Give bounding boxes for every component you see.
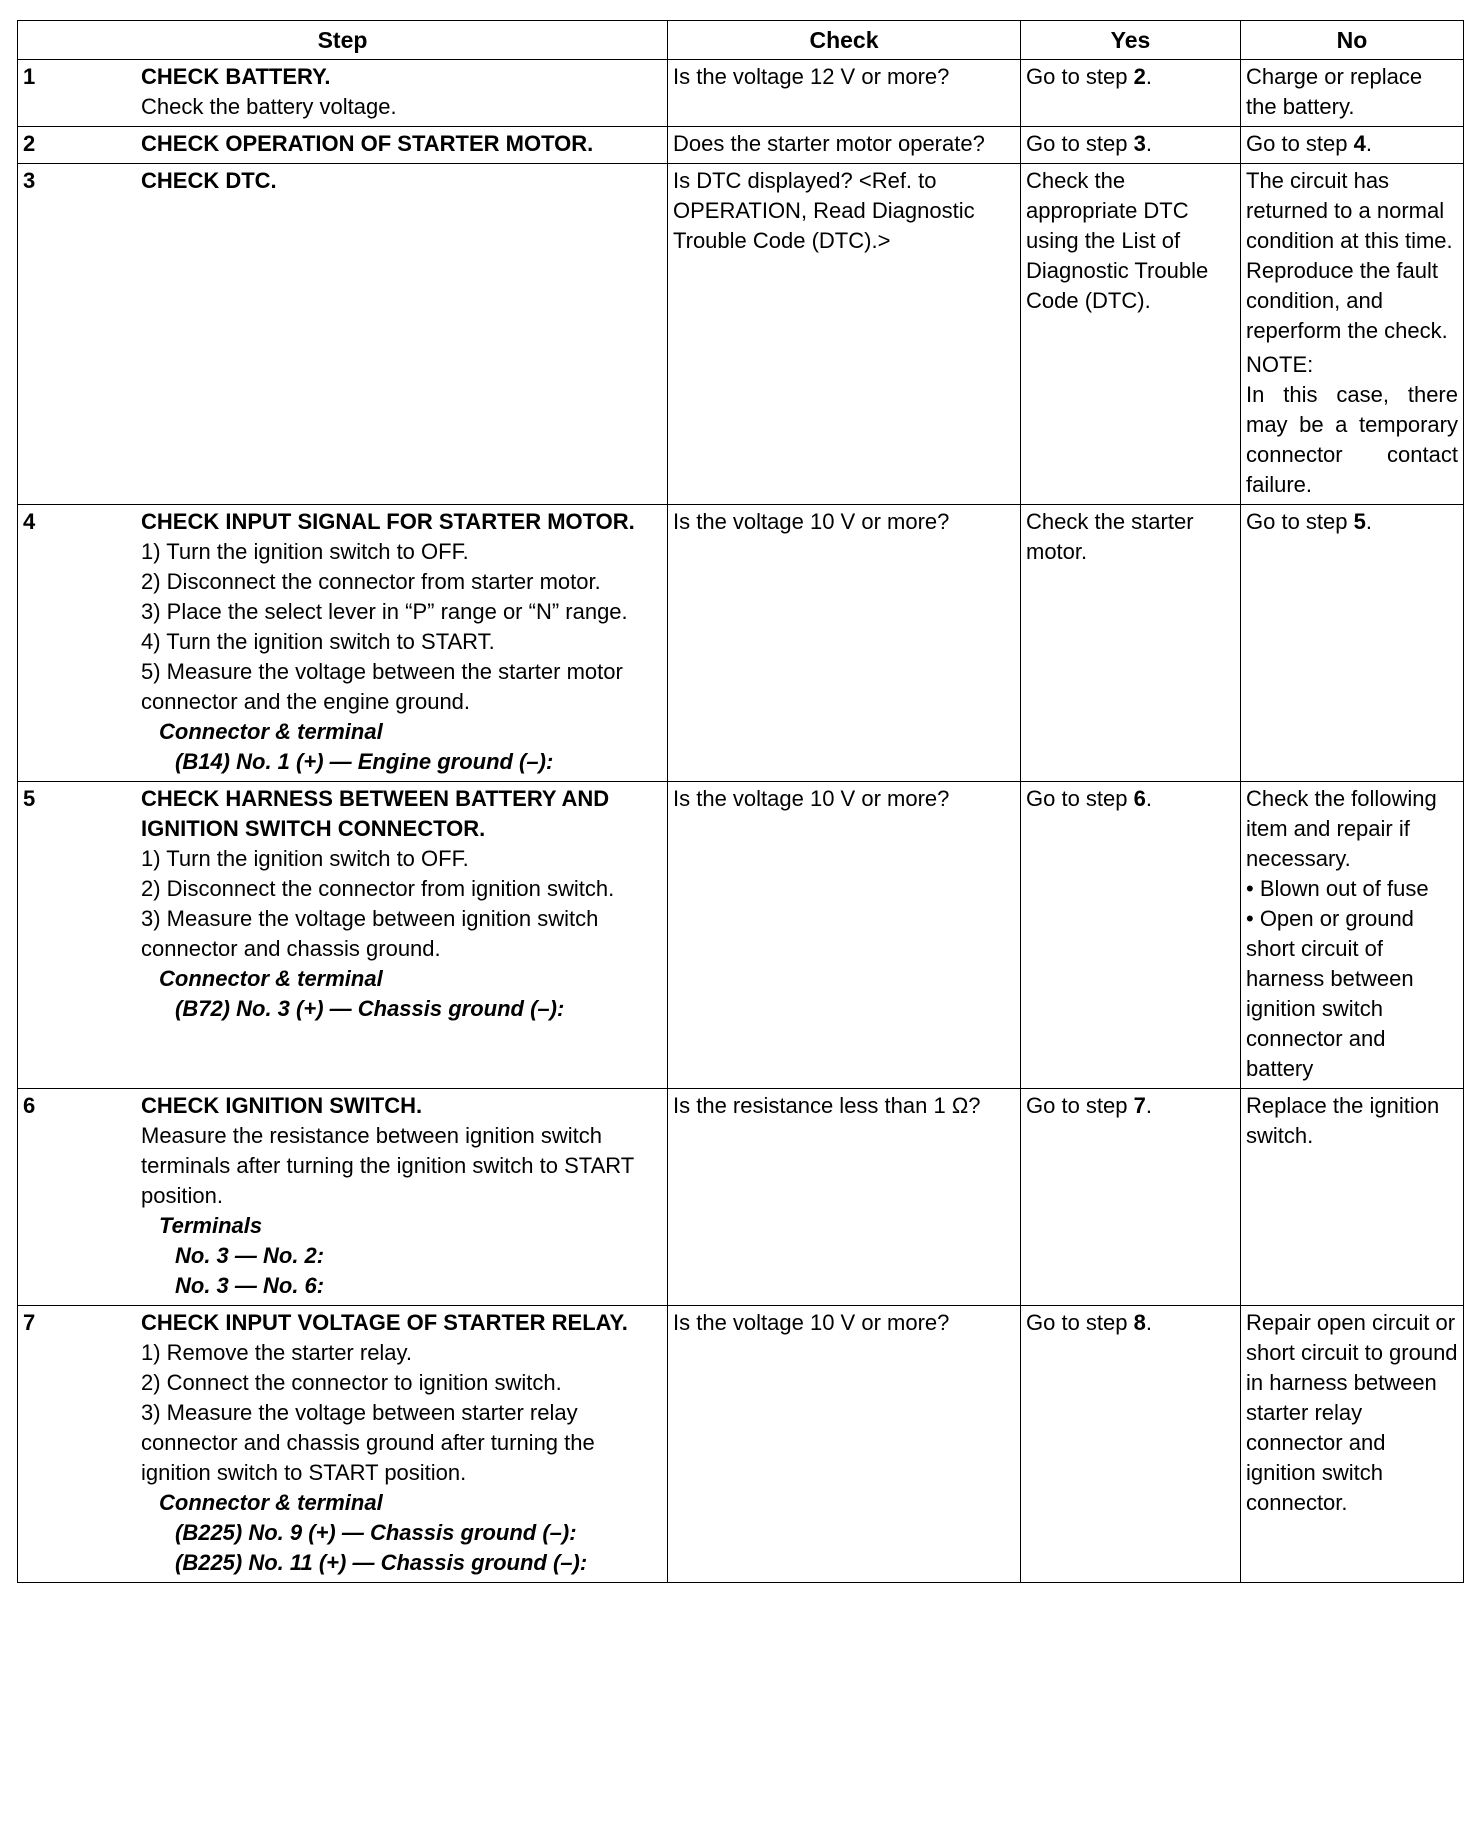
check-cell: Is the voltage 10 V or more? xyxy=(668,1306,1021,1583)
step-line: 1) Turn the ignition switch to OFF. xyxy=(141,846,469,871)
step-title: CHECK OPERATION OF STARTER MOTOR. xyxy=(141,131,594,156)
yes-suffix: . xyxy=(1145,64,1152,89)
spec-item: No. 3 — No. 6: xyxy=(175,1273,325,1298)
spec-heading: Connector & terminal xyxy=(159,966,383,991)
yes-step-ref: 6 xyxy=(1133,786,1146,811)
step-line: 3) Place the select lever in “P” range or “N” range. xyxy=(141,599,628,624)
no-cell: Replace the ignition switch. xyxy=(1241,1089,1464,1306)
check-cell: Is the voltage 10 V or more? xyxy=(668,782,1021,1089)
step-number: 1 xyxy=(23,64,36,89)
step-line: 5) Measure the voltage between the starter motor connector and the engine ground. xyxy=(141,659,623,714)
yes-cell xyxy=(1021,782,1241,1089)
step-number: 5 xyxy=(23,786,36,811)
no-suffix: . xyxy=(1365,131,1372,156)
no-cell xyxy=(1241,127,1464,164)
step-line: 3) Measure the voltage between ignition switch connector and chassis ground. xyxy=(141,906,599,961)
yes-suffix: . xyxy=(1145,786,1152,811)
yes-step-ref: 2 xyxy=(1133,64,1146,89)
header-no: No xyxy=(1241,21,1464,60)
step-line: 4) Turn the ignition switch to START. xyxy=(141,629,495,654)
step-number: 7 xyxy=(23,1310,36,1335)
no-bullet: • Blown out of fuse xyxy=(1246,876,1429,901)
step-title: CHECK HARNESS BETWEEN BATTERY AND IGNITION SWITCH CONNECTOR. xyxy=(141,786,610,841)
step-line: 2) Disconnect the connector from ignition switch. xyxy=(141,876,615,901)
step-number: 4 xyxy=(23,509,36,534)
spec-item: (B225) No. 11 (+) — Chassis ground (–): xyxy=(175,1550,588,1575)
step-title: CHECK BATTERY. xyxy=(141,64,331,89)
step-cell xyxy=(18,164,668,505)
table-row xyxy=(18,60,1464,127)
spec-heading: Terminals xyxy=(159,1213,263,1238)
table-row xyxy=(18,127,1464,164)
yes-cell: Check the appropriate DTC using the List of Diagnostic Trouble Code (DTC). xyxy=(1021,164,1241,505)
yes-step-ref: 7 xyxy=(1133,1093,1146,1118)
step-cell xyxy=(18,782,668,1089)
check-cell: Is the resistance less than 1 Ω? xyxy=(668,1089,1021,1306)
spec-item: (B14) No. 1 (+) — Engine ground (–): xyxy=(175,749,554,774)
step-title: CHECK DTC. xyxy=(141,168,277,193)
yes-text: Go to step xyxy=(1026,1310,1134,1335)
step-line: 2) Connect the connector to ignition switch. xyxy=(141,1370,562,1395)
yes-cell xyxy=(1021,127,1241,164)
table-row xyxy=(18,1089,1464,1306)
yes-suffix: . xyxy=(1145,1310,1152,1335)
check-cell: Is the voltage 12 V or more? xyxy=(668,60,1021,127)
no-cell xyxy=(1241,164,1464,505)
step-number: 6 xyxy=(23,1093,36,1118)
spec-item: (B225) No. 9 (+) — Chassis ground (–): xyxy=(175,1520,577,1545)
yes-suffix: . xyxy=(1145,1093,1152,1118)
yes-cell xyxy=(1021,1306,1241,1583)
no-cell xyxy=(1241,505,1464,782)
no-bullet: • Open or ground short circuit of harness between ignition switch connector and battery xyxy=(1246,906,1414,1081)
step-line: 3) Measure the voltage between starter relay connector and chassis ground after turning the ignition switch to START position. xyxy=(141,1400,595,1485)
step-number: 2 xyxy=(23,131,36,156)
step-cell xyxy=(18,1089,668,1306)
no-cell: Charge or replace the battery. xyxy=(1241,60,1464,127)
no-text: Go to step xyxy=(1246,131,1354,156)
header-yes: Yes xyxy=(1021,21,1241,60)
step-line: 1) Turn the ignition switch to OFF. xyxy=(141,539,469,564)
step-title: CHECK INPUT SIGNAL FOR STARTER MOTOR. xyxy=(141,509,635,534)
header-step: Step xyxy=(18,21,668,60)
step-number: 3 xyxy=(23,168,36,193)
table-row xyxy=(18,1306,1464,1583)
step-line: Measure the resistance between ignition switch terminals after turning the ignition switch to START position. xyxy=(141,1123,634,1208)
yes-suffix: . xyxy=(1145,131,1152,156)
step-cell xyxy=(18,60,668,127)
step-line: Check the battery voltage. xyxy=(141,94,397,119)
spec-item: No. 3 — No. 2: xyxy=(175,1243,325,1268)
step-title: CHECK IGNITION SWITCH. xyxy=(141,1093,423,1118)
diagnostic-table xyxy=(17,20,1464,1583)
spec-heading: Connector & terminal xyxy=(159,719,383,744)
yes-step-ref: 3 xyxy=(1133,131,1146,156)
no-step-ref: 4 xyxy=(1353,131,1366,156)
table-row xyxy=(18,505,1464,782)
header-check: Check xyxy=(668,21,1021,60)
step-cell xyxy=(18,1306,668,1583)
check-cell: Does the starter motor operate? xyxy=(668,127,1021,164)
no-text: The circuit has returned to a normal condition at this time. Reproduce the fault condition, and reperform the check. xyxy=(1246,168,1453,343)
step-title: CHECK INPUT VOLTAGE OF STARTER RELAY. xyxy=(141,1310,628,1335)
yes-text: Go to step xyxy=(1026,786,1134,811)
yes-text: Go to step xyxy=(1026,64,1134,89)
note-text: In this case, there may be a temporary connector contact failure. xyxy=(1246,382,1458,497)
yes-step-ref: 8 xyxy=(1133,1310,1146,1335)
yes-cell xyxy=(1021,60,1241,127)
step-cell xyxy=(18,127,668,164)
yes-text: Go to step xyxy=(1026,1093,1134,1118)
note-label: NOTE: xyxy=(1246,352,1314,377)
check-cell: Is DTC displayed? <Ref. to OPERATION, Read Diagnostic Trouble Code (DTC).> xyxy=(668,164,1021,505)
no-cell xyxy=(1241,782,1464,1089)
yes-cell: Check the starter motor. xyxy=(1021,505,1241,782)
no-step-ref: 5 xyxy=(1353,509,1366,534)
table-row xyxy=(18,782,1464,1089)
table-row xyxy=(18,164,1464,505)
no-text: Go to step xyxy=(1246,509,1354,534)
yes-cell xyxy=(1021,1089,1241,1306)
no-cell: Repair open circuit or short circuit to ground in harness between starter relay connector and ignition switch connector. xyxy=(1241,1306,1464,1583)
check-cell: Is the voltage 10 V or more? xyxy=(668,505,1021,782)
yes-text: Go to step xyxy=(1026,131,1134,156)
no-suffix: . xyxy=(1365,509,1372,534)
no-text: Check the following item and repair if necessary. xyxy=(1246,786,1437,871)
spec-item: (B72) No. 3 (+) — Chassis ground (–): xyxy=(175,996,565,1021)
step-line: 1) Remove the starter relay. xyxy=(141,1340,413,1365)
step-line: 2) Disconnect the connector from starter motor. xyxy=(141,569,601,594)
spec-heading: Connector & terminal xyxy=(159,1490,383,1515)
step-cell xyxy=(18,505,668,782)
header-row xyxy=(18,21,1464,60)
